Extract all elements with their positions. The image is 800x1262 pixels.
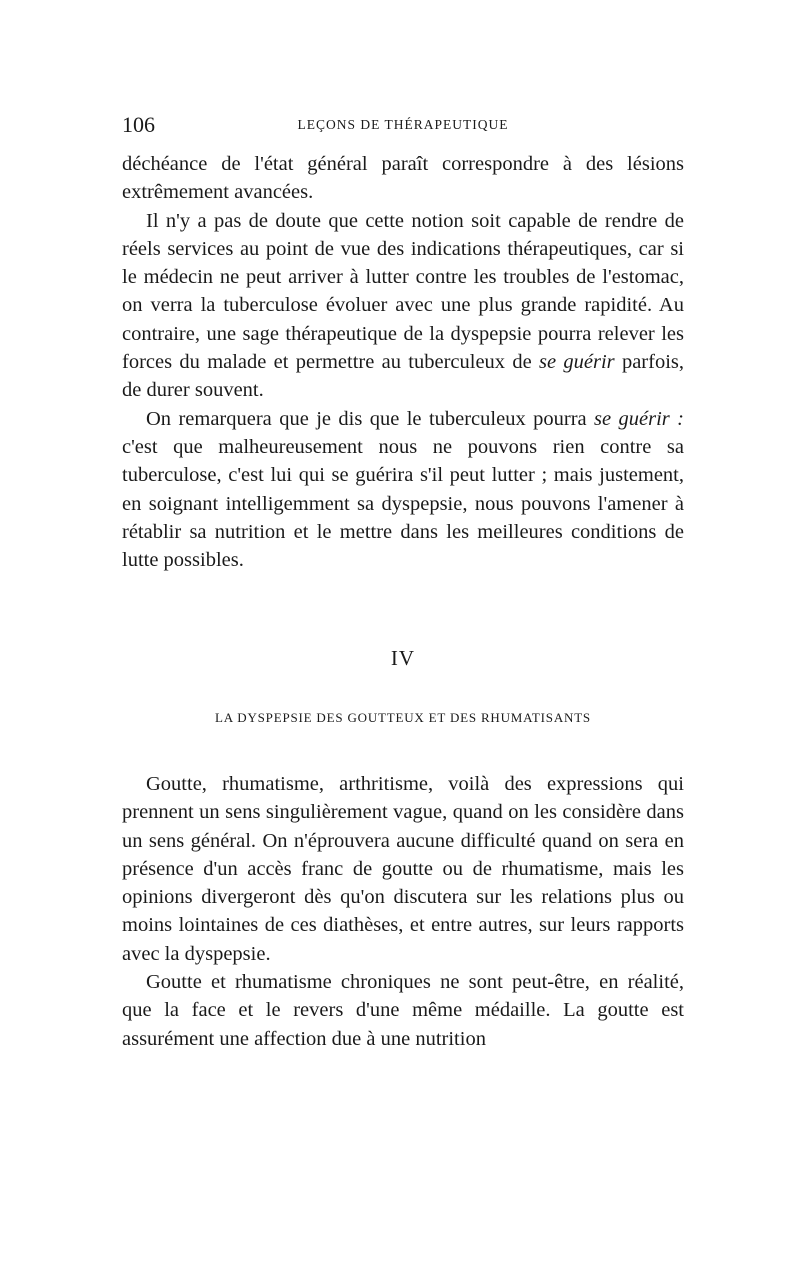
italic-phrase: se guérir : bbox=[594, 407, 684, 430]
paragraph bbox=[122, 405, 684, 575]
page-header bbox=[122, 112, 684, 142]
section-title: LA DYSPEPSIE DES GOUTTEUX ET DES RHUMATISANTS bbox=[215, 710, 591, 725]
page-number: 106 bbox=[122, 112, 155, 137]
paragraph-text: On remarquera que je dis que le tuberculeux pourra bbox=[146, 407, 595, 430]
paragraph-text: parfois, de durer souvent. bbox=[122, 351, 684, 402]
paragraph: déchéance de l'état général paraît correspondre à des lésions extrêmement avancées. bbox=[122, 153, 684, 204]
paragraph-text: c'est que malheureusement nous ne pouvons rien contre sa tuberculose, c'est lui qui se guérira s'il peut lutter ; mais justement, en soignant intelligemment sa dyspepsie, nous pouvons l'amener à rétablir sa nutrition et le mettre dans les meilleures conditions de lutte possibles. bbox=[122, 435, 684, 572]
paragraph bbox=[122, 207, 684, 405]
paragraph-text: Il n'y a pas de doute que cette notion soit capable de rendre de réels services au point de vue des indications thérapeutiques, car si le médecin ne peut arriver à lutter contre les troubles de l'estomac, on verra la tuberculose évoluer avec une plus grande rapidité. Au contraire, une sage thérapeutique de la dyspepsie pourra relever les forces du malade et permettre au tuberculeux de bbox=[122, 209, 684, 374]
section-number: IV bbox=[390, 646, 416, 670]
text-block-bottom bbox=[122, 770, 684, 1053]
paragraph: Goutte, rhumatisme, arthritisme, voilà des expressions qui prennent un sens singulièrement vague, quand on les considère dans un sens général. On n'éprouvera aucune difficulté quand on sera en présence d'un accès franc de goutte ou de rhumatisme, mais les opinions divergeront dès qu'on discutera sur les relations plus ou moins lointaines de ces diathèses, et entre autres, sur leurs rapports avec la dyspepsie. bbox=[122, 773, 684, 965]
italic-phrase: se guérir bbox=[539, 351, 615, 374]
paragraph: Goutte et rhumatisme chroniques ne sont peut-être, en réalité, que la face et le revers d'une même médaille. La goutte est assurément une affection due à une nutrition bbox=[122, 971, 684, 1050]
running-head: LEÇONS DE THÉRAPEUTIQUE bbox=[297, 117, 509, 132]
text-block-top bbox=[122, 150, 684, 574]
